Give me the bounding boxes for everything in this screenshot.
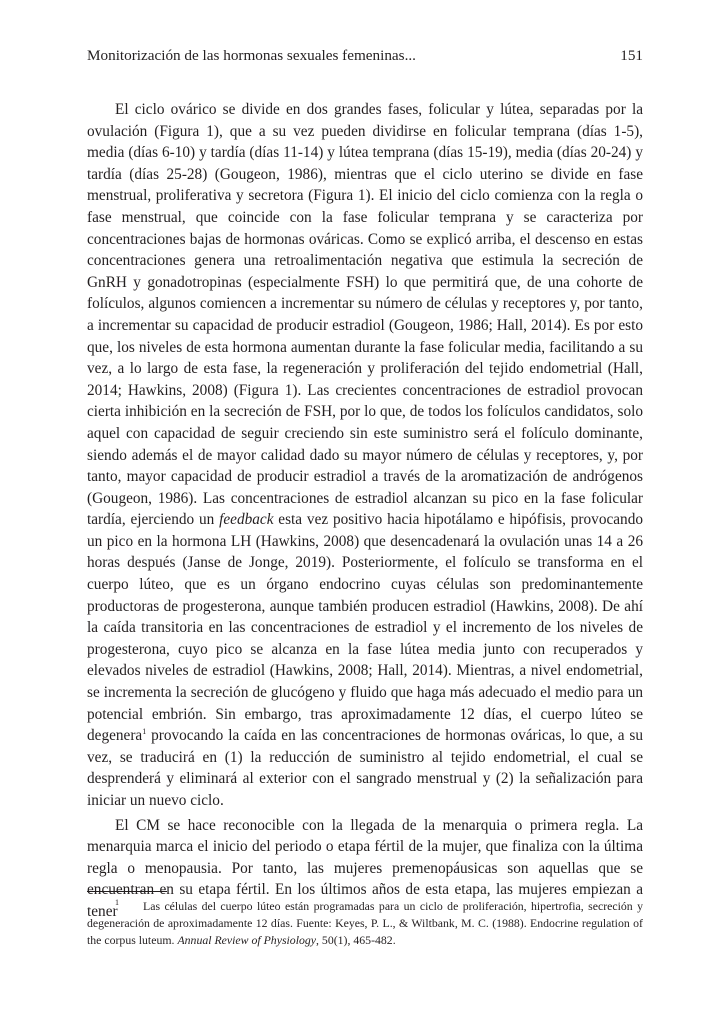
footnote-text-b: , 50(1), 465-482. (316, 933, 396, 947)
paragraph-1-part-b: esta vez positivo hacia hipotálamo e hipófisis, provocando un pico en la hormona LH (Hawkins, 2008) que desencadenará la ovulación unas 14 a 26 horas después (Janse de Jonge, 2019). Posteriormente, el folículo se transforma en el cuerpo lúteo, que es un órgano endocrino cuyas células son predominantemente productoras de progesterona, aunque también producen estradiol (Hawkins, 2008). De ahí la caída transitoria en las concentraciones de estradiol y el incremento de los niveles de progesterona, cuyo pico se alcanza en la fase lútea media junto con recuperados y elevados niveles de estradiol (Hawkins, 2008; Hall, 2014). Mientras, a nivel endometrial, se incrementa la secreción de glucógeno y fluido que haga más adecuado el medio para un potencial embrión. Sin embargo, tras aproximadamente 12 días, el cuerpo lúteo se degenera (87, 511, 643, 745)
page-number: 151 (620, 47, 643, 64)
main-text (87, 99, 643, 923)
footnote-journal: Annual Review of Physiology (177, 933, 317, 947)
paragraph-2: El CM se hace reconocible con la llegada de la menarquia o primera regla. La menarquia marca el inicio del periodo o etapa fértil de la mujer, que finaliza con la última regla o menopausia. Por tanto, las mujeres premenopáusicas son aquellas que se encuentran en su etapa fértil. En los últimos años de esta etapa, las mujeres empiezan a tener (87, 816, 643, 920)
footnote-separator (87, 891, 167, 892)
footnote (87, 898, 643, 949)
footnote-text-a: Las células del cuerpo lúteo están programadas para un ciclo de proliferación, hipertrofia, secreción y degeneración de aproximadamente 12 días. Fuente: Keyes, P. L., & Wiltbank, M. C. (1988). Endocrine regulation of the corpus luteum. (87, 899, 643, 947)
feedback-term: feedback (219, 511, 274, 529)
running-title: Monitorización de las hormonas sexuales femeninas... (87, 47, 416, 64)
paragraph-1 (87, 99, 643, 812)
footnote-reference[interactable]: 1 (142, 727, 147, 737)
paragraph-1-part-a: El ciclo ovárico se divide en dos grandes fases, folicular y lútea, separadas por la ovulación (Figura 1), que a su vez pueden dividirse en folicular temprana (días 1-5), media (días 6-10) y tardía (días 11-14) y lútea temprana (días 15-19), media (días 20-24) y tardía (días 25-28) (Gougeon, 1986), mientras que el ciclo uterino se divide en fase menstrual, proliferativa y secretora (Figura 1). El inicio del ciclo comienza con la regla o fase menstrual, que coincide con la fase folicular temprana y se caracteriza por concentraciones bajas de hormonas ováricas. Como se explicó arriba, el descenso en estas concentraciones genera una retroalimentación negativa que estimula la secreción de GnRH y gonadotropinas (especialmente FSH) lo que permitirá que, de una cohorte de folículos, algunos comiencen a incrementar su número de células y receptores y, por tanto, a incrementar su capacidad de producir estradiol (Gougeon, 1986; Hall, 2014). Es por esto que, los niveles de esta hormona aumentan durante la fase folicular media, facilitando a su vez, a lo largo de esta fase, la regeneración y proliferación del tejido endometrial (Hall, 2014; Hawkins, 2008) (Figura 1). Las crecientes concentraciones de estradiol provocan cierta inhibición en la secreción de FSH, por lo que, de todos los folículos candidatos, solo aquel con capacidad de seguir creciendo sin este suministro será el folículo dominante, siendo además el de mayor calidad dado su mayor número de células y receptores, y, por tanto, mayor capacidad de producir estradiol a través de la aromatización de andrógenos (Gougeon, 1986). Las concentraciones de estradiol alcanzan su pico en la fase folicular tardía, ejerciendo un (87, 101, 643, 529)
footnote-mark: 1 (115, 898, 119, 908)
paragraph-1-part-c: provocando la caída en las concentraciones de hormonas ováricas, lo que, a su vez, se traducirá en (1) la reducción de suministro al tejido endometrial, el cual se desprenderá y eliminará al exterior con el sangrado menstrual y (2) la señalización para iniciar un nuevo ciclo. (87, 727, 643, 809)
